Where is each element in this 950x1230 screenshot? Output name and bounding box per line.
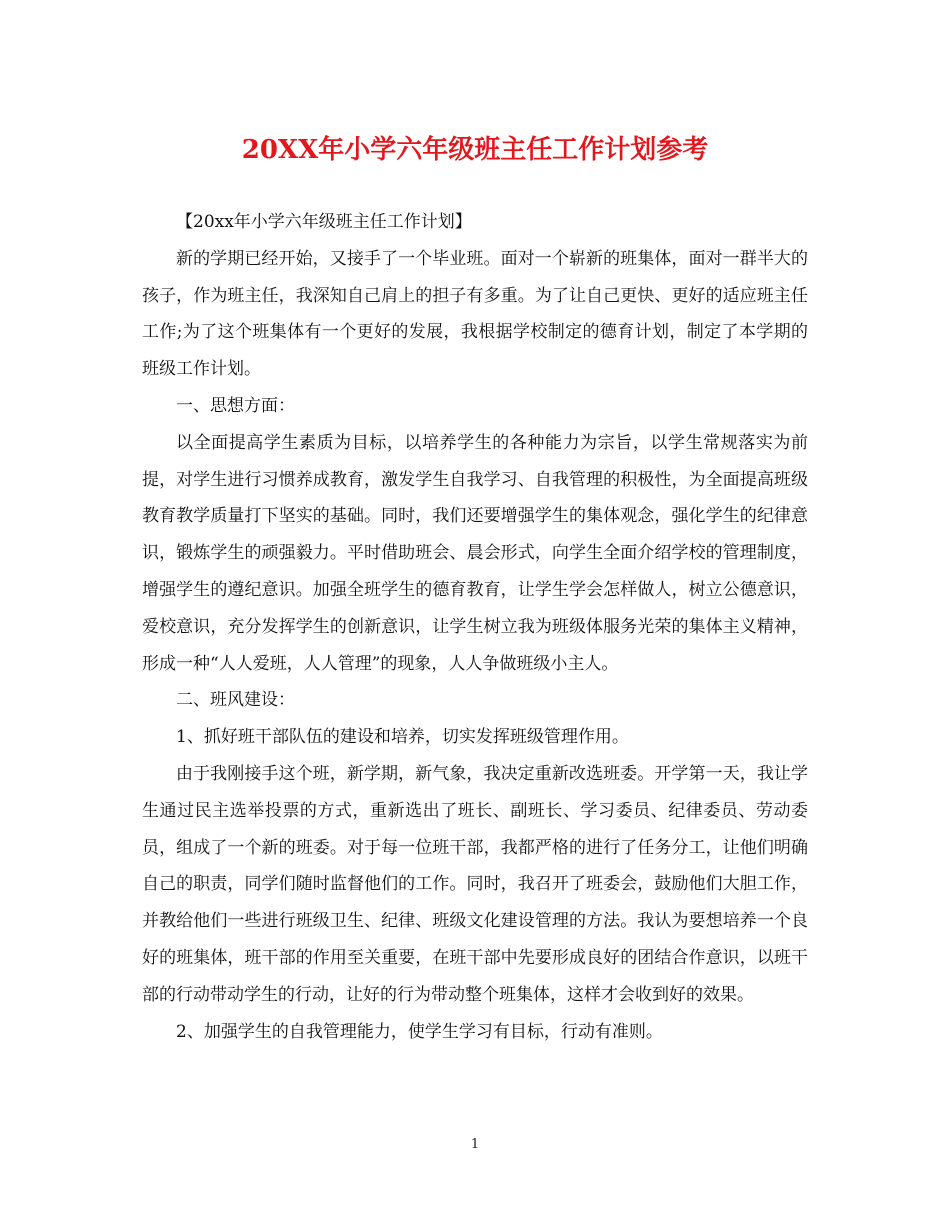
subsection-heading-class-cadres: 1、抓好班干部队伍的建设和培养，切实发挥班级管理作用。 bbox=[176, 727, 629, 748]
paragraph-subtitle: 【20xx年小学六年级班主任工作计划】 bbox=[176, 212, 472, 232]
paragraph-ideology: 以全面提高学生素质为目标，以培养学生的各种能力为宗旨，以学生常规落实为前提，对学生进行习惯养成教育，激发学生自我学习、自我管理的积极性，为全面提高班级教育教学质量打下坚实的基础。同时，我们还要增强学生的集体观念，强化学生的纪律意识，锻炼学生的顽强毅力。平时借助班会、晨会形式，向学生全面介绍学校的管理制度，增强学生的遵纪意识。加强全班学生的德育教育，让学生学会怎样做人，树立公德意识，爱校意识，充分发挥学生的创新意识，让学生树立我为班级体服务光荣的集体主义精神，形成一种“人人爱班，人人管理”的现象，人人争做班级小主人。 bbox=[142, 432, 808, 674]
document-body bbox=[142, 204, 808, 1050]
section-heading-ideology: 一、思想方面： bbox=[176, 395, 295, 416]
subsection-heading-self-management: 2、加强学生的自我管理能力，使学生学习有目标，行动有准则。 bbox=[176, 1021, 663, 1042]
section-heading-class-culture: 二、班风建设： bbox=[176, 690, 295, 711]
paragraph-intro: 新的学期已经开始，又接手了一个毕业班。面对一个崭新的班集体，面对一群半大的孩子，作为班主任，我深知自己肩上的担子有多重。为了让自己更快、更好的适应班主任工作;为了这个班集体有一个更好的发展，我根据学校制定的德育计划，制定了本学期的班级工作计划。 bbox=[142, 248, 808, 380]
paragraph-class-cadres: 由于我刚接手这个班，新学期，新气象，我决定重新改选班委。开学第一天，我让学生通过民主选举投票的方式，重新选出了班长、副班长、学习委员、纪律委员、劳动委员，组成了一个新的班委。对于每一位班干部，我都严格的进行了任务分工，让他们明确自己的职责，同学们随时监督他们的工作。同时，我召开了班委会，鼓励他们大胆工作，并教给他们一些进行班级卫生、纪律、班级文化建设管理的方法。我认为要想培养一个良好的班集体，班干部的作用至关重要，在班干部中先要形成良好的团结合作意识，以班干部的行动带动学生的行动，让好的行为带动整个班集体，这样才会收到好的效果。 bbox=[142, 763, 808, 1005]
document-title: 20XX年小学六年级班主任工作计划参考 bbox=[241, 135, 709, 165]
page-number: 1 bbox=[470, 1137, 480, 1152]
